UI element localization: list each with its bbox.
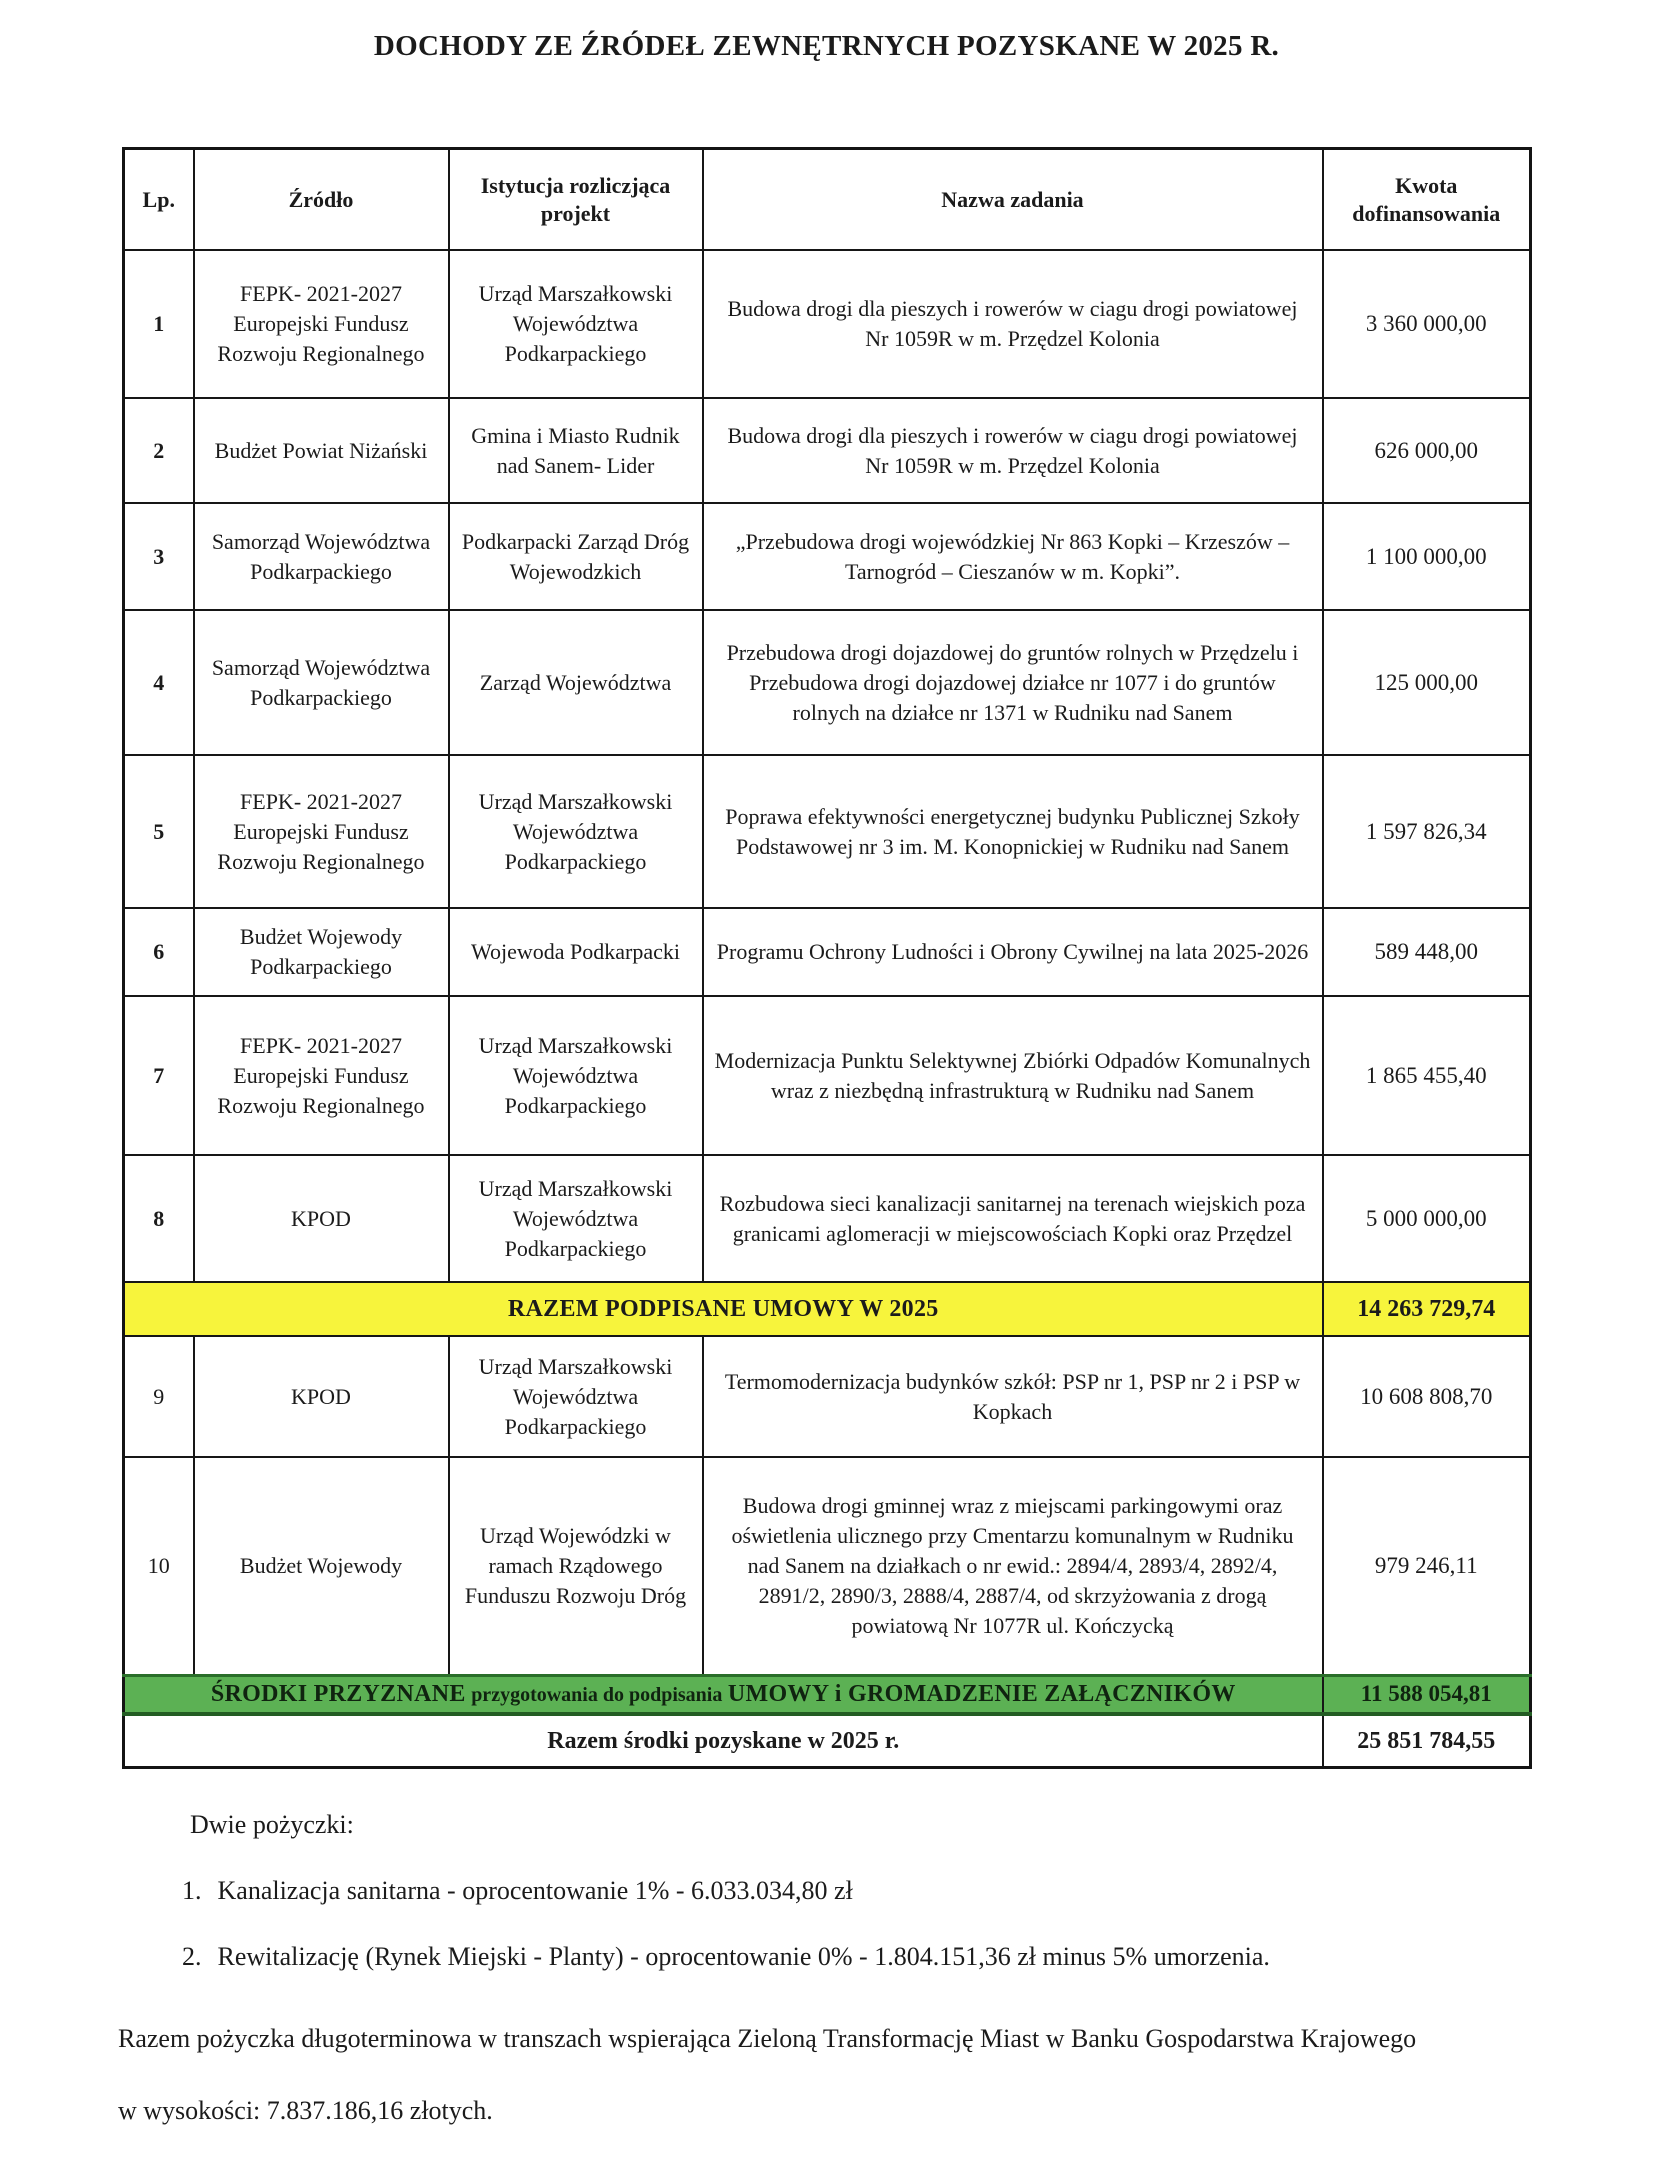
cell-amount: 5 000 000,00	[1323, 1155, 1531, 1282]
income-sources-table	[122, 147, 1532, 1769]
cell-source: KPOD	[194, 1155, 449, 1282]
cell-institution: Podkarpacki Zarząd Dróg Wojewodzkich	[449, 503, 703, 610]
granted-total-row	[124, 1675, 1531, 1714]
cell-lp: 8	[124, 1155, 194, 1282]
table-body-granted	[124, 1336, 1531, 1675]
loan-item-2	[182, 1942, 1558, 1972]
cell-lp: 7	[124, 996, 194, 1155]
cell-task: Przebudowa drogi dojazdowej do gruntów rolnych w Przędzelu i Przebudowa drogi dojazdowej działce nr 1077 i do gruntów rolnych na działce nr 1371 w Rudniku nad Sanem	[703, 610, 1323, 755]
cell-amount: 10 608 808,70	[1323, 1336, 1531, 1457]
cell-lp: 9	[124, 1336, 194, 1457]
page-title: DOCHODY ZE ŹRÓDEŁ ZEWNĘTRNYCH POZYSKANE W 2025 R.	[373, 30, 1280, 62]
cell-source: FEPK- 2021-2027 Europejski Fundusz Rozwoju Regionalnego	[194, 996, 449, 1155]
signed-total-amount: 14 263 729,74	[1323, 1282, 1531, 1336]
cell-task: Budowa drogi gminnej wraz z miejscami parkingowymi oraz oświetlenia ulicznego przy Cmentarzu komunalnym w Rudniku nad Sanem na działkach o nr ewid.: 2894/4, 2893/4, 2892/4, 2891/2, 2890/3, 2888/4, 2887/4, od skrzyżowania z drogą powiatową Nr 1077R ul. Kończycką	[703, 1457, 1323, 1675]
table-row	[124, 1457, 1531, 1675]
cell-task: Poprawa efektywności energetycznej budynku Publicznej Szkoły Podstawowej nr 3 im. M. Konopnickiej w Rudniku nad Sanem	[703, 755, 1323, 908]
column-header-amount: Kwota dofinansowania	[1323, 149, 1531, 251]
cell-source: Budżet Powiat Niżański	[194, 398, 449, 503]
cell-task: Termomodernizacja budynków szkół: PSP nr 1, PSP nr 2 i PSP w Kopkach	[703, 1336, 1323, 1457]
grand-total-row	[124, 1714, 1531, 1768]
cell-task: Modernizacja Punktu Selektywnej Zbiórki Odpadów Komunalnych wraz z niezbędną infrastrukturą w Rudniku nad Sanem	[703, 996, 1323, 1155]
cell-lp: 2	[124, 398, 194, 503]
cell-institution: Gmina i Miasto Rudnik nad Sanem- Lider	[449, 398, 703, 503]
cell-lp: 6	[124, 908, 194, 996]
cell-institution: Zarząd Województwa	[449, 610, 703, 755]
loan-item-1	[182, 1876, 1558, 1906]
cell-amount: 3 360 000,00	[1323, 250, 1531, 398]
loan-item-2-text: Rewitalizację (Rynek Miejski - Planty) - oprocentowanie 0% - 1.804.151,36 zł minus 5% umorzenia.	[217, 1942, 1270, 1971]
table-header	[124, 149, 1531, 251]
table-row	[124, 996, 1531, 1155]
table-row	[124, 1155, 1531, 1282]
cell-source: KPOD	[194, 1336, 449, 1457]
column-header-source: Źródło	[194, 149, 449, 251]
cell-source: Samorząd Województwa Podkarpackiego	[194, 503, 449, 610]
summary-signed-section	[124, 1282, 1531, 1336]
column-header-lp: Lp.	[124, 149, 194, 251]
loan-item-1-number: 1.	[182, 1876, 202, 1905]
cell-lp: 4	[124, 610, 194, 755]
cell-amount: 1 597 826,34	[1323, 755, 1531, 908]
table-row	[124, 503, 1531, 610]
granted-label-small: przygotowania do podpisania	[471, 1683, 723, 1706]
table-row	[124, 1336, 1531, 1457]
table-row	[124, 398, 1531, 503]
cell-institution: Urząd Marszałkowski Województwa Podkarpackiego	[449, 755, 703, 908]
cell-lp: 3	[124, 503, 194, 610]
cell-lp: 1	[124, 250, 194, 398]
cell-institution: Urząd Wojewódzki w ramach Rządowego Funduszu Rozwoju Dróg	[449, 1457, 703, 1675]
loan-item-2-number: 2.	[182, 1942, 202, 1971]
cell-amount: 1 100 000,00	[1323, 503, 1531, 610]
column-header-task: Nazwa zadania	[703, 149, 1323, 251]
cell-source: Samorząd Województwa Podkarpackiego	[194, 610, 449, 755]
footer-line-1: Razem pożyczka długoterminowa w transzach wspierająca Zieloną Transformację Miast w Banku Gospodarstwa Krajowego	[118, 2024, 1417, 2053]
table-body-signed	[124, 250, 1531, 1282]
cell-source: Budżet Wojewody Podkarpackiego	[194, 908, 449, 996]
footer-line-2: w wysokości: 7.837.186,16 złotych.	[118, 2096, 493, 2125]
cell-source: Budżet Wojewody	[194, 1457, 449, 1675]
grand-total-amount: 25 851 784,55	[1323, 1714, 1531, 1768]
granted-label-caps-1: ŚRODKI PRZYZNANE	[210, 1680, 466, 1707]
table-row	[124, 610, 1531, 755]
signed-total-label: RAZEM PODPISANE UMOWY W 2025	[124, 1282, 1323, 1336]
table-row	[124, 908, 1531, 996]
cell-source: FEPK- 2021-2027 Europejski Fundusz Rozwoju Regionalnego	[194, 250, 449, 398]
cell-institution: Urząd Marszałkowski Województwa Podkarpackiego	[449, 250, 703, 398]
header-row	[124, 149, 1531, 251]
cell-task: Rozbudowa sieci kanalizacji sanitarnej na terenach wiejskich poza granicami aglomeracji w miejscowościach Kopki oraz Przędzel	[703, 1155, 1323, 1282]
cell-task: Budowa drogi dla pieszych i rowerów w ciagu drogi powiatowej Nr 1059R w m. Przędzel Kolonia	[703, 250, 1323, 398]
cell-amount: 589 448,00	[1323, 908, 1531, 996]
cell-amount: 626 000,00	[1323, 398, 1531, 503]
cell-lp: 5	[124, 755, 194, 908]
cell-source: FEPK- 2021-2027 Europejski Fundusz Rozwoju Regionalnego	[194, 755, 449, 908]
summary-bottom-section	[124, 1675, 1531, 1767]
cell-amount: 979 246,11	[1323, 1457, 1531, 1675]
cell-amount: 1 865 455,40	[1323, 996, 1531, 1155]
cell-institution: Urząd Marszałkowski Województwa Podkarpackiego	[449, 1336, 703, 1457]
cell-institution: Urząd Marszałkowski Województwa Podkarpackiego	[449, 996, 703, 1155]
granted-total-amount: 11 588 054,81	[1323, 1675, 1531, 1714]
notes-section	[118, 1810, 1558, 2126]
cell-institution: Wojewoda Podkarpacki	[449, 908, 703, 996]
loan-item-1-text: Kanalizacja sanitarna - oprocentowanie 1% - 6.033.034,80 zł	[217, 1876, 853, 1905]
table-row	[124, 250, 1531, 398]
cell-task: Programu Ochrony Ludności i Obrony Cywilnej na lata 2025-2026	[703, 908, 1323, 996]
signed-total-row	[124, 1282, 1531, 1336]
cell-task: „Przebudowa drogi wojewódzkiej Nr 863 Kopki – Krzeszów – Tarnogród – Cieszanów w m. Kopki”.	[703, 503, 1323, 610]
granted-total-label	[124, 1675, 1323, 1714]
table-row	[124, 755, 1531, 908]
notes-heading: Dwie pożyczki:	[190, 1810, 354, 1839]
cell-institution: Urząd Marszałkowski Województwa Podkarpackiego	[449, 1155, 703, 1282]
grand-total-label: Razem środki pozyskane w 2025 r.	[124, 1714, 1323, 1768]
column-header-institution: Istytucja rozliczjąca projekt	[449, 149, 703, 251]
cell-lp: 10	[124, 1457, 194, 1675]
cell-task: Budowa drogi dla pieszych i rowerów w ciagu drogi powiatowej Nr 1059R w m. Przędzel Kolonia	[703, 398, 1323, 503]
cell-amount: 125 000,00	[1323, 610, 1531, 755]
granted-label-caps-2: UMOWY i GROMADZENIE ZAŁĄCZNIKÓW	[727, 1680, 1236, 1707]
